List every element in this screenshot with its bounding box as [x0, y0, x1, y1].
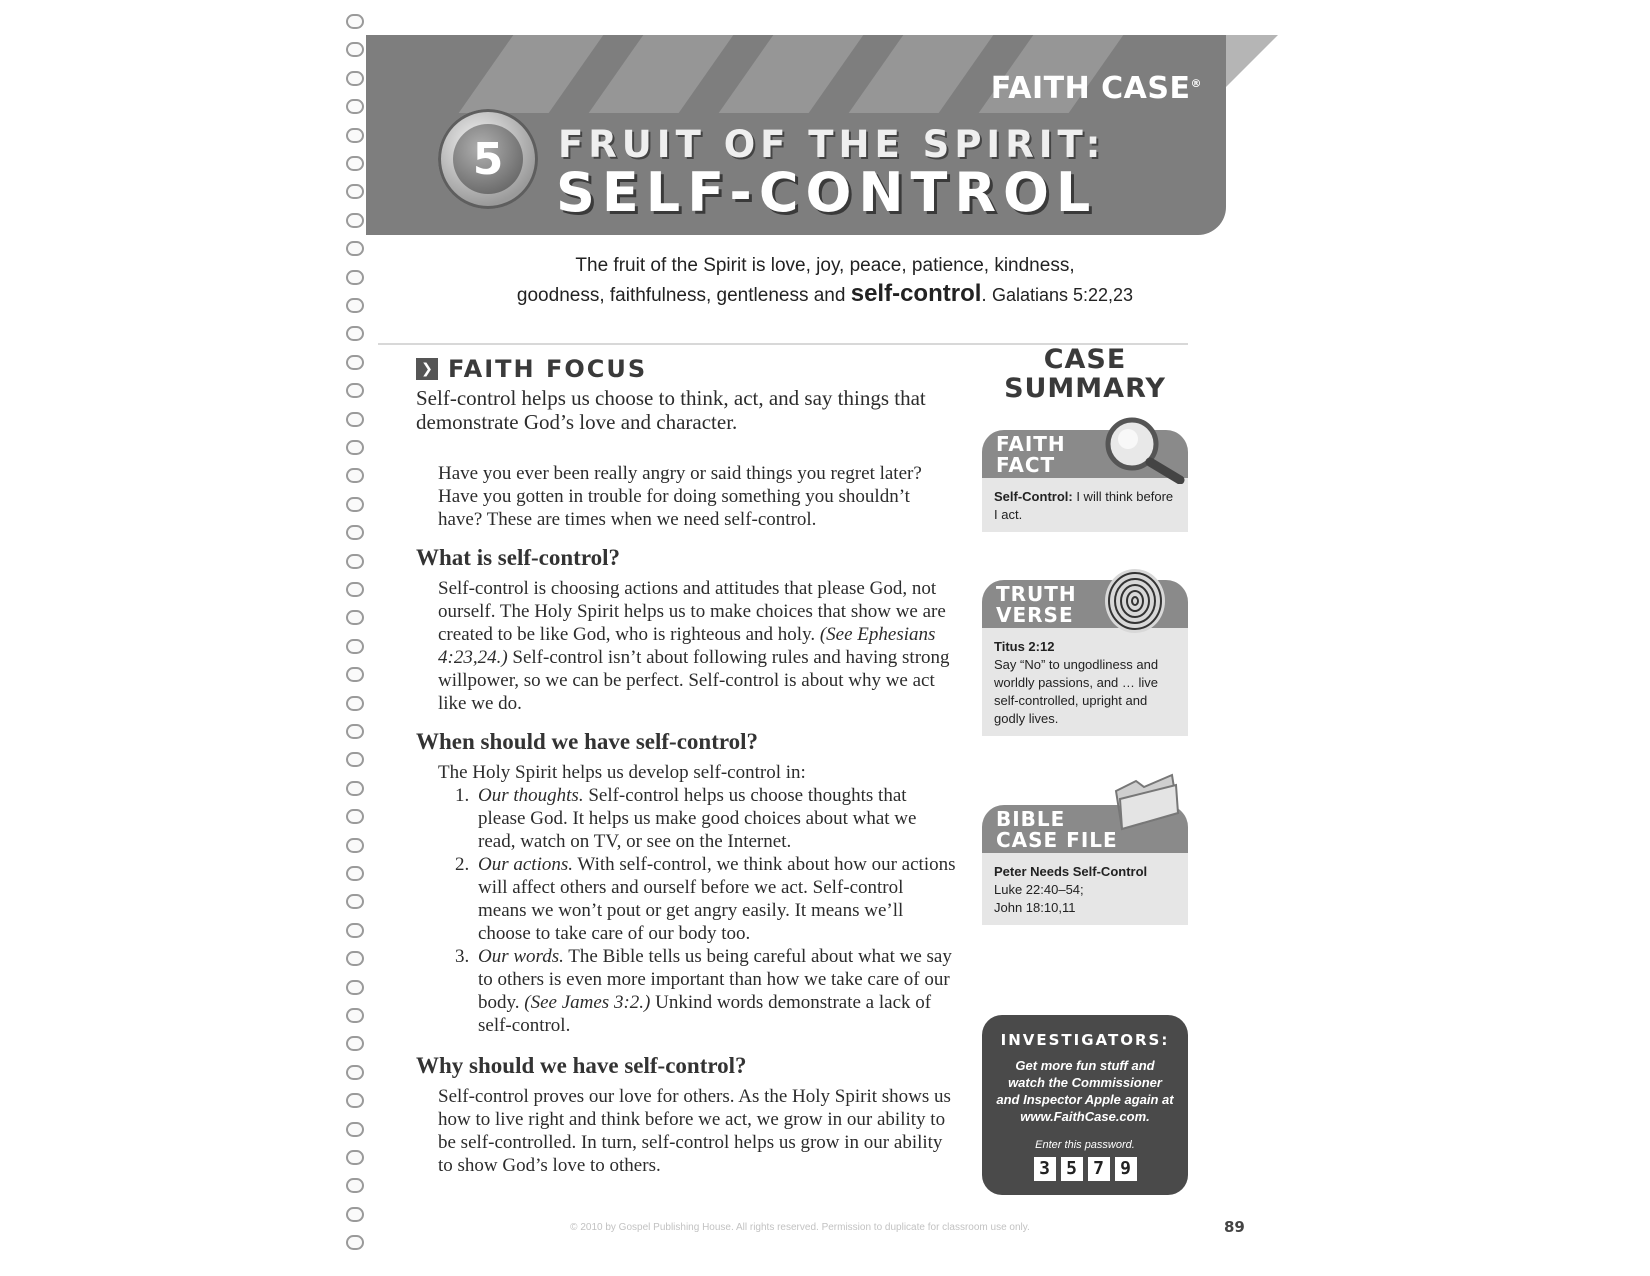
- intro-paragraph: Have you ever been really angry or said things you regret later? Have you gotten in trouble for doing something you shouldn’t have? These are times when we need self-control.: [438, 463, 922, 530]
- title-line-1: FRUIT OF THE SPIRIT:: [558, 123, 1106, 166]
- spiral-ring: [346, 213, 364, 228]
- banner-stripe: [589, 35, 734, 113]
- password-label: Enter this password.: [1035, 1139, 1135, 1151]
- spiral-ring: [346, 99, 364, 114]
- password-digit: 3: [1034, 1157, 1056, 1181]
- when-heading: When should we have self-control?: [416, 729, 759, 754]
- key-verse: [430, 252, 1220, 310]
- banner-stripe: [459, 35, 604, 113]
- faith-fact-tab: FAITH FACT: [982, 430, 1188, 478]
- banner-stripe: [849, 35, 994, 113]
- spiral-ring: [346, 1150, 364, 1165]
- spiral-ring: [346, 781, 364, 796]
- spiral-ring: [346, 383, 364, 398]
- spiral-ring: [346, 554, 364, 569]
- password-digits: [982, 1157, 1188, 1181]
- spiral-ring: [346, 326, 364, 341]
- magnifying-glass-icon: [1100, 414, 1190, 484]
- spiral-ring: [346, 866, 364, 881]
- bible-case-file-body: Peter Needs Self-Control Luke 22:40–54; John 18:10,11: [982, 853, 1188, 925]
- spiral-ring: [346, 980, 364, 995]
- spiral-ring: [346, 440, 364, 455]
- truth-verse-tab: TRUTH VERSE: [982, 580, 1188, 628]
- truth-verse-body: Titus 2:12 Say “No” to ungodliness and worldly passions, and … live self-controlled, upright and godly lives.: [982, 628, 1188, 736]
- what-paragraph: Self-control is choosing actions and attitudes that please God, not ourself. The Holy Spirit helps us to make choices that show we are created to be like God, who is righteous and holy. (See Ephesians 4:23,24.) Self-control isn’t about following rules and having strong willpower, so we can be perfect. Self-control is about why we act like we do.: [438, 578, 950, 714]
- spiral-ring: [346, 1178, 364, 1193]
- spiral-ring: [346, 298, 364, 313]
- when-list: [416, 784, 956, 1037]
- spiral-ring: [346, 412, 364, 427]
- folder-icon: [1110, 773, 1180, 833]
- why-paragraph: Self-control proves our love for others. As the Holy Spirit shows us how to live right and think before we act, we grow in our ability to be self-controlled. In turn, self-control helps us grow in our ability to show God’s love to others.: [438, 1086, 951, 1176]
- spiral-ring: [346, 1065, 364, 1080]
- spiral-ring: [346, 128, 364, 143]
- spiral-ring: [346, 639, 364, 654]
- verse-reference: Galatians 5:22,23: [991, 285, 1134, 305]
- truth-verse-card: [982, 580, 1188, 736]
- spiral-ring: [346, 838, 364, 853]
- copyright-footer: © 2010 by Gospel Publishing House. All rights reserved. Permission to duplicate for classroom use only.: [570, 1222, 1030, 1233]
- spiral-ring: [346, 582, 364, 597]
- password-digit: 5: [1061, 1157, 1083, 1181]
- spiral-ring: [346, 468, 364, 483]
- bible-case-file-tab: BIBLE CASE FILE: [982, 805, 1188, 853]
- list-item: 2. Our actions. With self-control, we think about how our actions will affect others and ourself before we act. Self-control means we won’t pout or get angry easily. It means we’ll choose to take care of our body too.: [474, 853, 956, 945]
- spiral-ring: [346, 951, 364, 966]
- verse-line-2: goodness, faithfulness, gentleness and self-control. Galatians 5:22,23: [516, 280, 1134, 307]
- password-digit: 9: [1115, 1157, 1137, 1181]
- spiral-ring: [346, 724, 364, 739]
- verse-emphasis: self-control: [850, 280, 982, 307]
- spiral-ring: [346, 42, 364, 57]
- spiral-ring: [346, 1207, 364, 1222]
- faith-focus-title: FAITH FOCUS: [448, 355, 648, 383]
- lesson-number-badge: [438, 109, 538, 209]
- spiral-ring: [346, 156, 364, 171]
- banner-stripe: [719, 35, 864, 113]
- spiral-ring: [346, 525, 364, 540]
- lesson-number: 5: [453, 124, 523, 194]
- password-digit: 7: [1088, 1157, 1110, 1181]
- why-heading: Why should we have self-control?: [416, 1053, 747, 1078]
- what-heading: What is self-control?: [416, 545, 621, 570]
- scripture-reference: (See Ephesians 4:23,24.): [438, 624, 936, 668]
- page-number: 89: [1224, 1218, 1245, 1236]
- chevron-right-icon: ❯: [416, 358, 438, 380]
- faith-focus-text: Self-control helps us choose to think, act, and say things that demonstrate God’s love and character.: [416, 386, 926, 434]
- verse-line-1: The fruit of the Spirit is love, joy, peace, patience, kindness,: [575, 255, 1075, 276]
- page-title: SELF-CONTROL: [556, 161, 1098, 224]
- case-summary-title: CASE SUMMARY: [1004, 344, 1166, 404]
- spiral-ring: [346, 14, 364, 29]
- case-summary-sidebar: [980, 344, 1190, 915]
- list-item: 1. Our thoughts. Self-control helps us choose thoughts that please God. It helps us make good choices about what we read, watch on TV, or see on the Internet.: [474, 784, 956, 853]
- main-column: [416, 355, 956, 1177]
- spiral-ring: [346, 696, 364, 711]
- bible-case-file-card: [982, 805, 1188, 925]
- spiral-ring: [346, 1008, 364, 1023]
- spiral-ring: [346, 894, 364, 909]
- spiral-ring: [346, 752, 364, 767]
- fingerprint-icon: [1100, 566, 1170, 636]
- banner-tail: [1226, 35, 1278, 87]
- spiral-ring: [346, 809, 364, 824]
- faith-fact-card: [982, 430, 1188, 532]
- brand-logo: FAITH CASE®: [990, 71, 1202, 106]
- spiral-ring: [346, 610, 364, 625]
- spiral-ring: [346, 241, 364, 256]
- spiral-ring: [346, 667, 364, 682]
- list-item: 3. Our words. The Bible tells us being careful about what we say to others is even more important than how we take care of our body. (See James 3:2.) Unkind words demonstrate a lack of self-control.: [474, 945, 956, 1037]
- spiral-ring: [346, 355, 364, 370]
- spiral-ring: [346, 1093, 364, 1108]
- title-banner: [366, 35, 1226, 235]
- spiral-ring: [346, 270, 364, 285]
- spiral-ring: [346, 71, 364, 86]
- spiral-ring: [346, 1122, 364, 1137]
- spiral-ring: [346, 1036, 364, 1051]
- spiral-ring: [346, 184, 364, 199]
- investigators-title: INVESTIGATORS:: [1000, 1031, 1170, 1049]
- faith-focus-heading: [416, 355, 956, 383]
- faith-fact-body: Self-Control: I will think before I act.: [982, 478, 1188, 532]
- when-intro: The Holy Spirit helps us develop self-control in:: [438, 762, 806, 783]
- spiral-ring: [346, 1235, 364, 1250]
- investigators-text: Get more fun stuff and watch the Commissioner and Inspector Apple again at www.FaithCase.com.: [996, 1058, 1174, 1124]
- investigators-box: [982, 1015, 1188, 1195]
- spiral-ring: [346, 923, 364, 938]
- spiral-ring: [346, 497, 364, 512]
